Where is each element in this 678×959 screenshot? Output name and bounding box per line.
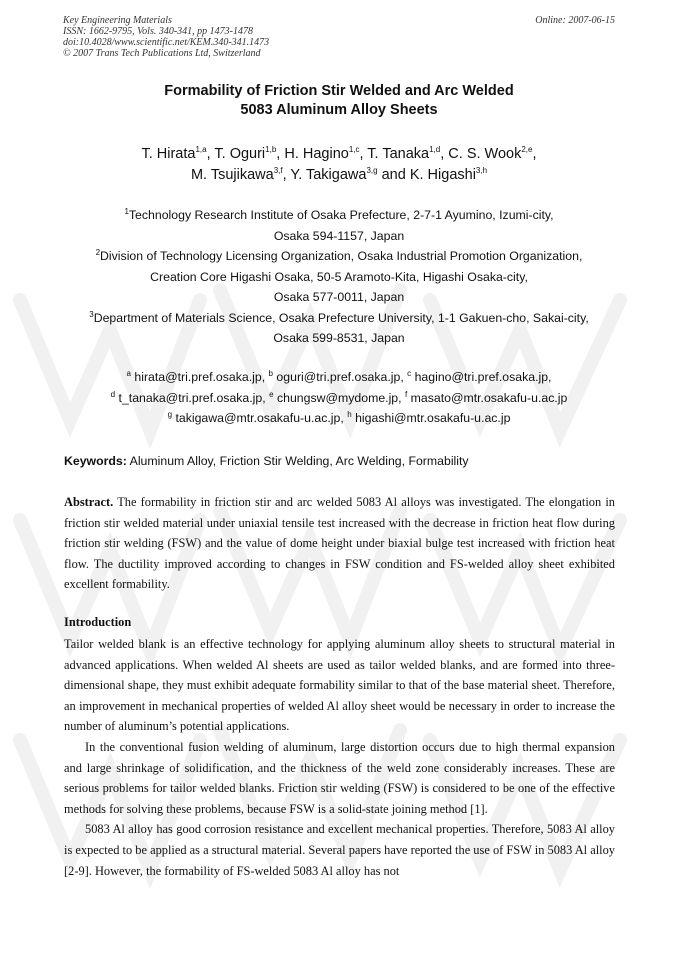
issn-line: ISSN: 1662-9795, Vols. 340-341, pp 1473-1478: [63, 26, 253, 37]
paper-title: [60, 82, 618, 120]
author-name: C. S. Wook: [448, 146, 522, 162]
doi-line: doi:10.4028/www.scientific.net/KEM.340-341.1473: [63, 37, 270, 48]
author-affil-mark: 2,e: [521, 145, 533, 155]
email-address: higashi@mtr.osakafu-u.ac.jp: [355, 411, 511, 425]
email-address: takigawa@mtr.osakafu-u.ac.jp,: [175, 411, 344, 425]
author-line-2: M. Tsujikawa$^{3,f}$, Y. Takigawa$^{3,g}$ and K. Higashi$^{3,h}$: [190, 166, 488, 183]
intro-paragraph-1: Tailor welded blank is an effective technology for applying aluminum alloy sheets to structural material in advanced applications. When welded Al sheets are used as tailor welded blanks, and are formed into three-dimensional shape, they must exhibit adequate formability similar to that of the base material sheet. Therefore, an improvement in mechanical properties of welded Al alloy sheet would be necessary in order to increase the number of aluminum’s potential applications.: [64, 637, 615, 734]
affiliation-3: $^3$Department of Materials Science, Osaka Prefecture University, 1-1 Gakuen-cho, Sakai-city, Osaka 599-8531, Japan: [89, 309, 589, 345]
keywords-text: Aluminum Alloy, Friction Stir Welding, Arc Welding, Formability: [129, 454, 469, 468]
author-name: T. Oguri: [214, 146, 266, 162]
author-name: Y. Takigawa: [290, 167, 367, 183]
intro-paragraph-2: In the conventional fusion welding of aluminum, large distortion occurs due to high thermal expansion and large shrinkage of solidification, and the thickness of the weld zone considerably increases. These are serious problems for tailor welded blanks. Friction stir welding (FSW) is considered to be one of the effective methods for solving these problems, because FSW is a solid-state joining method [1].: [64, 739, 615, 816]
affiliation-2: $^2$Division of Technology Licensing Organization, Osaka Industrial Promotion Organization, Creation Core Higashi Osaka, 50-5 Aramoto-Kita, Higashi Osaka-city, Osaka 577-0011, Japan: [95, 247, 583, 304]
email-list: [60, 367, 618, 429]
introduction-heading: Introduction: [64, 615, 132, 629]
author-list: [60, 144, 618, 186]
introduction-body: [64, 634, 615, 881]
author-name: T. Tanaka: [367, 146, 430, 162]
copyright-line: © 2007 Trans Tech Publications Ltd, Switzerland: [63, 48, 261, 59]
keywords-line: [64, 452, 616, 470]
author-line-1: T. Hirata$^{1,a}$, T. Oguri$^{1,b}$, H. Hagino$^{1,c}$, T. Tanaka$^{1,d}$, C. S. Wook$^{2,e}$,: [141, 145, 537, 162]
author-affil-mark: 3,g: [366, 166, 378, 176]
author-affil-mark: 1,d: [429, 145, 441, 155]
email-line-3: $^g$ takigawa@mtr.osakafu-u.ac.jp, $^h$ higashi@mtr.osakafu-u.ac.jp: [167, 409, 511, 425]
title-line-1: Formability of Friction Stir Welded and Arc Welded: [164, 83, 514, 99]
intro-paragraph-3: 5083 Al alloy has good corrosion resistance and excellent mechanical properties. Therefore, 5083 Al alloy is expected to be applied as a structural material. Several papers have reported the use of FSW in 5083 Al alloy [2-9]. However, the formability of FS-welded 5083 Al alloy has not: [64, 822, 615, 878]
author-affil-mark: 3,h: [475, 166, 488, 176]
title-line-2: 5083 Aluminum Alloy Sheets: [240, 102, 438, 118]
author-name: T. Hirata: [141, 146, 196, 162]
email-address: oguri@tri.pref.osaka.jp,: [276, 370, 404, 384]
author-affil-mark: 1,c: [348, 145, 360, 155]
abstract-label: Abstract.: [64, 495, 114, 509]
author-name: H. Hagino: [284, 146, 349, 162]
author-affil-mark: 1,a: [195, 145, 207, 155]
email-line-1: $^a$ hirata@tri.pref.osaka.jp, $^b$ oguri@tri.pref.osaka.jp, $^c$ hagino@tri.pref.osaka.jp,: [126, 368, 552, 384]
affiliation-list: [60, 205, 618, 349]
email-address: chungsw@mydome.jp,: [276, 390, 402, 405]
abstract-text: The formability in friction stir and arc welded 5083 Al alloys was investigated. The elongation in friction stir welded material under uniaxial tensile test increased with the decrease in friction heat flow during friction stir welding (FSW) and the value of dome height under biaxial bulge test increased with friction heat flow. The ductility improved according to changes in FSW condition and FS-welded alloy sheet exhibited excellent formability.: [64, 495, 615, 592]
email-address: hagino@tri.pref.osaka.jp,: [414, 370, 552, 384]
email-address: hirata@tri.pref.osaka.jp,: [134, 370, 266, 384]
online-date: Online: 2007-06-15: [535, 15, 615, 26]
email-address: masato@mtr.osakafu-u.ac.jp: [410, 390, 568, 405]
abstract-block: [64, 492, 615, 595]
email-address: t_tanaka@tri.pref.osaka.jp,: [118, 390, 266, 405]
email-line-2: $^d$ t_tanaka@tri.pref.osaka.jp, $^e$ chungsw@mydome.jp, $^f$ masato@mtr.osakafu-u.ac.jp: [110, 389, 568, 405]
keywords-label: Keywords:: [64, 454, 127, 468]
journal-name: Key Engineering Materials: [63, 15, 172, 26]
journal-header: [63, 15, 615, 59]
author-affil-mark: 3,f: [273, 166, 283, 176]
affiliation-1: $^1$Technology Research Institute of Osaka Prefecture, 2-7-1 Ayumino, Izumi-city, Osaka 594-1157, Japan: [124, 206, 554, 243]
author-name: M. Tsujikawa: [190, 167, 274, 183]
author-affil-mark: 1,b: [265, 145, 277, 155]
author-name: K. Higashi: [409, 167, 476, 183]
